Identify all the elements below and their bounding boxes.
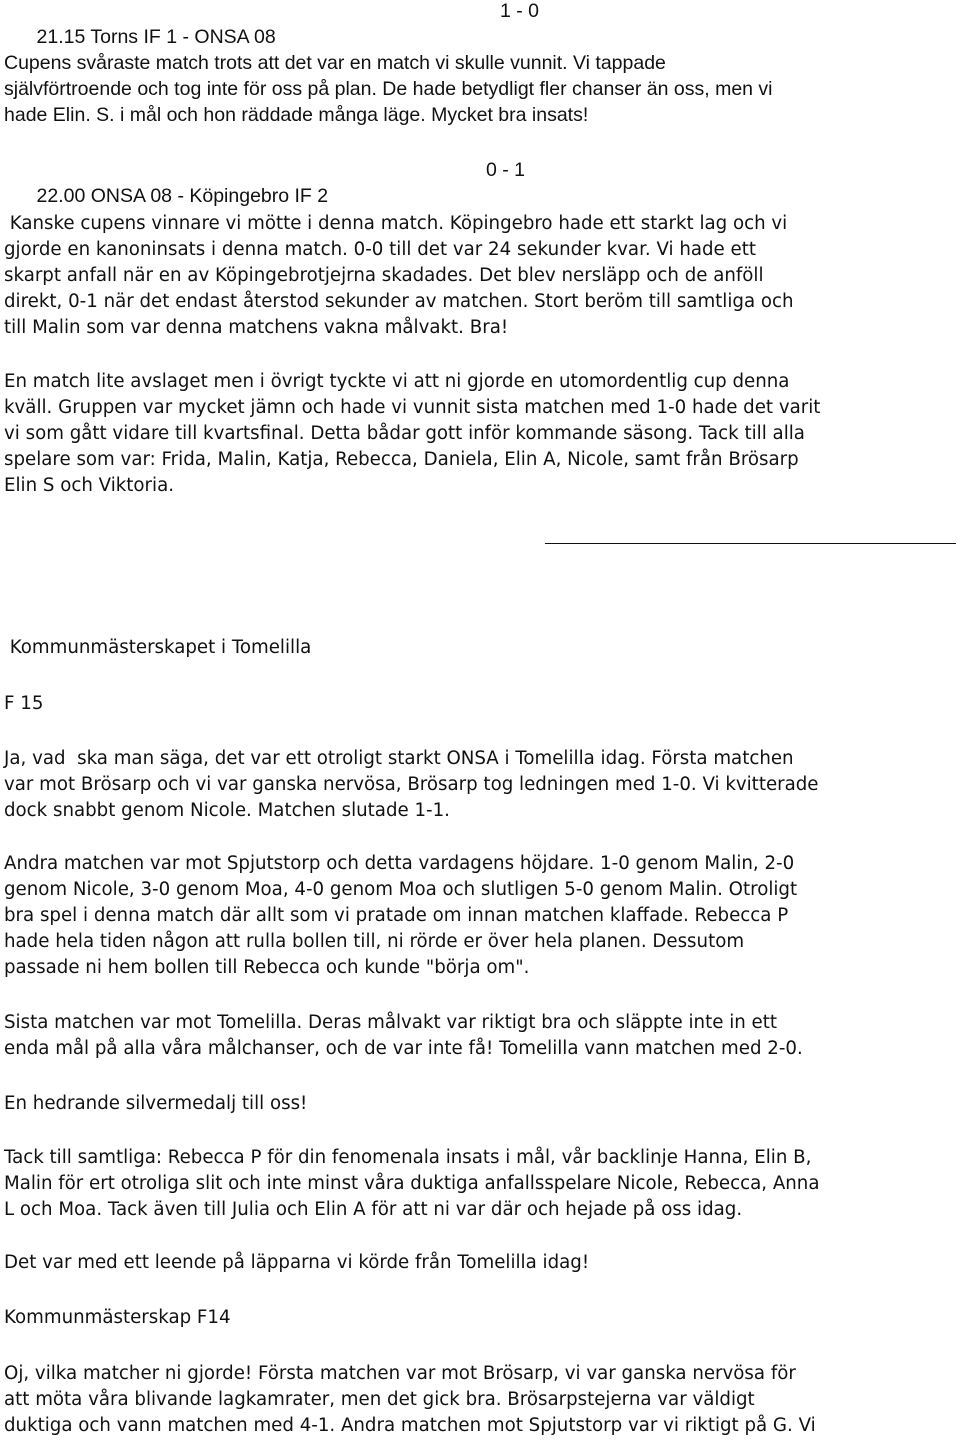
f14-paragraph-1 [4, 1361, 956, 1439]
match-1-report [4, 50, 956, 128]
f15-paragraph-4 [4, 1091, 956, 1117]
f14-heading [4, 1305, 956, 1331]
f15-paragraph-5-line: Tack till samtliga: Rebecca P för din fenomenala insats i mål, vår backlinje Hanna, Elin B, [4, 1147, 812, 1168]
f14-paragraph-1-line: att möta våra blivande lagkamrater, men det gick bra. Brösarpstejerna var väldigt [4, 1389, 755, 1410]
f15-paragraph-3-line: Sista matchen var mot Tomelilla. Deras målvakt var riktigt bra och släppte inte in ett [4, 1012, 778, 1033]
match-2-report-line: gjorde en kanoninsats i denna match. 0-0 till det var 24 sekunder kvar. Vi hade ett [4, 239, 756, 260]
kommun-title-text: Kommunmästerskapet i Tomelilla [4, 637, 312, 658]
match-1-report-line: Cupens svåraste match trots att det var en match vi skulle vunnit. Vi tappade [4, 52, 666, 74]
match-1-score: 1 - 0 [500, 0, 540, 22]
cup-summary-line: kväll. Gruppen var mycket jämn och hade vi vunnit sista matchen med 1-0 hade det varit [4, 397, 821, 418]
cup-summary-line: Elin S och Viktoria. [4, 475, 175, 496]
f15-paragraph-2-line: hade hela tiden någon att rulla bollen till, ni rörde er över hela planen. Dessutom [4, 931, 745, 952]
f15-paragraph-5 [4, 1145, 956, 1223]
f15-paragraph-1-line: dock snabbt genom Nicole. Matchen slutade 1-1. [4, 800, 450, 821]
f15-paragraph-2 [4, 851, 956, 981]
f15-paragraph-1 [4, 746, 956, 824]
section-divider [545, 543, 956, 544]
match-2-report-line: till Malin som var denna matchens vakna målvakt. Bra! [4, 317, 509, 338]
f15-paragraph-1-line: Ja, vad ska man säga, det var ett otroligt starkt ONSA i Tomelilla idag. Första matchen [4, 748, 794, 769]
f15-paragraph-6-line: Det var med ett leende på läpparna vi körde från Tomelilla idag! [4, 1252, 590, 1273]
f15-paragraph-6 [4, 1250, 956, 1276]
f15-paragraph-2-line: bra spel i denna match där allt som vi pratade om innan matchen klaffade. Rebecca P [4, 905, 789, 926]
match-2-heading: 22.00 ONSA 08 - Köpingebro IF 2 [36, 185, 329, 207]
match-2-report [4, 211, 956, 341]
match-2-report-line: direkt, 0-1 när det endast återstod sekunder av matchen. Stort beröm till samtliga och [4, 291, 794, 312]
f15-paragraph-2-line: Andra matchen var mot Spjutstorp och detta vardagens höjdare. 1-0 genom Malin, 2-0 [4, 853, 795, 874]
f15-paragraph-3-line: enda mål på alla våra målchanser, och de var inte få! Tomelilla vann matchen med 2-0. [4, 1038, 803, 1059]
f14-paragraph-1-line: duktiga och vann matchen med 4-1. Andra matchen mot Spjutstorp var vi riktigt på G. Vi [4, 1415, 816, 1436]
f14-heading-text: Kommunmästerskap F14 [4, 1307, 231, 1328]
match-2-report-line: skarpt anfall när en av Köpingebrotjejrna skadades. Det blev nersläpp och de anföll [4, 265, 764, 286]
f15-paragraph-3 [4, 1010, 956, 1062]
f15-heading-text: F 15 [4, 693, 44, 714]
match-1-report-line: hade Elin. S. i mål och hon räddade många läge. Mycket bra insats! [4, 104, 589, 126]
f15-paragraph-4-line: En hedrande silvermedalj till oss! [4, 1093, 308, 1114]
f14-paragraph-1-line: Oj, vilka matcher ni gjorde! Första matchen var mot Brösarp, vi var ganska nervösa för [4, 1363, 796, 1384]
f15-paragraph-5-line: L och Moa. Tack även till Julia och Elin A för att ni var där och hejade på oss idag. [4, 1199, 743, 1220]
cup-summary-line: vi som gått vidare till kvartsfinal. Detta bådar gott inför kommande säsong. Tack till alla [4, 423, 805, 444]
f15-heading [4, 691, 956, 717]
match-2-report-line: Kanske cupens vinnare vi mötte i denna match. Köpingebro hade ett starkt lag och vi [4, 213, 788, 234]
match-1-heading: 21.15 Torns IF 1 - ONSA 08 [36, 26, 276, 48]
kommun-title [4, 635, 956, 661]
match-1-report-line: självförtroende och tog inte för oss på plan. De hade betydligt fler chanser än oss, men vi [4, 78, 773, 100]
f15-paragraph-2-line: genom Nicole, 3-0 genom Moa, 4-0 genom Moa och slutligen 5-0 genom Malin. Otroligt [4, 879, 798, 900]
f15-paragraph-1-line: var mot Brösarp och vi var ganska nervösa, Brösarp tog ledningen med 1-0. Vi kvitterade [4, 774, 819, 795]
cup-summary-line: spelare som var: Frida, Malin, Katja, Rebecca, Daniela, Elin A, Nicole, samt från Brösarp [4, 449, 799, 470]
cup-summary-line: En match lite avslaget men i övrigt tyckte vi att ni gjorde en utomordentlig cup denna [4, 371, 790, 392]
match-2-score: 0 - 1 [486, 159, 526, 181]
f15-paragraph-5-line: Malin för ert otroliga slit och inte minst våra duktiga anfallsspelare Nicole, Rebecca, Anna [4, 1173, 820, 1194]
f15-paragraph-2-line: passade ni hem bollen till Rebecca och kunde "börja om". [4, 957, 530, 978]
cup-summary [4, 369, 956, 499]
